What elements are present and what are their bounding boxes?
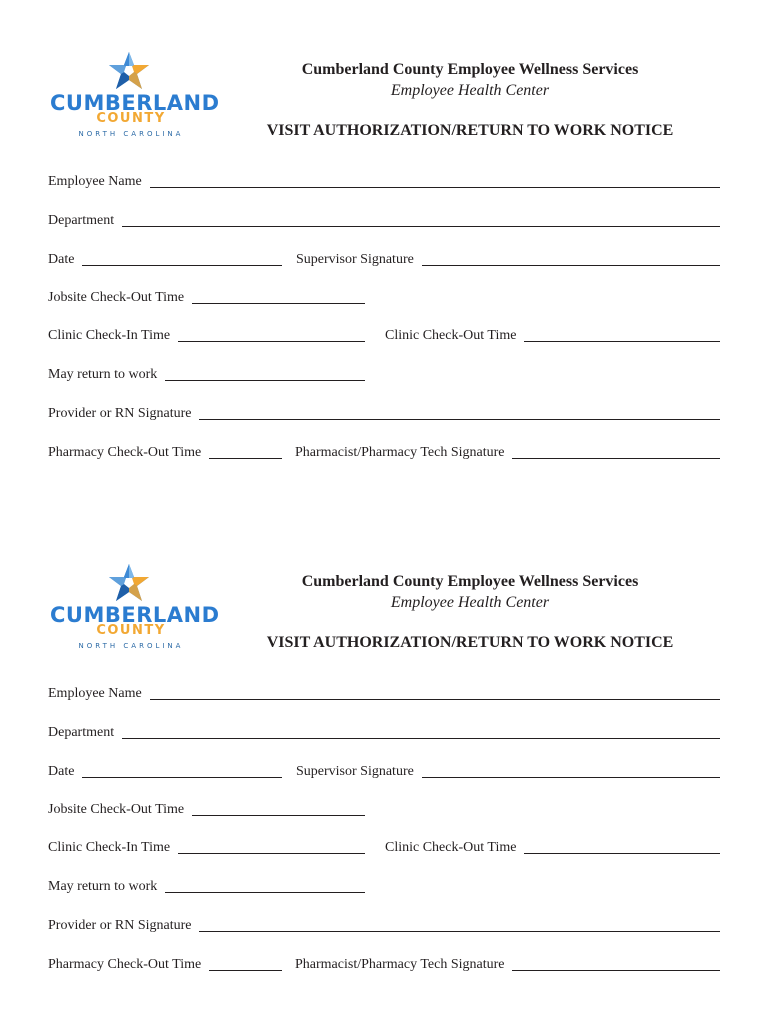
employee-name-field xyxy=(48,686,720,702)
pharmacy-checkout-line[interactable] xyxy=(209,446,282,459)
jobsite-checkout-field xyxy=(48,802,365,818)
department-line[interactable] xyxy=(122,726,720,739)
date-line[interactable] xyxy=(82,253,282,266)
clinic-checkout-label: Clinic Check-Out Time xyxy=(385,328,517,343)
date-line[interactable] xyxy=(82,765,282,778)
notice-title: VISIT AUTHORIZATION/RETURN TO WORK NOTICE xyxy=(266,122,674,139)
may-return-field xyxy=(48,879,365,895)
org-name: Cumberland County Employee Wellness Services xyxy=(301,573,639,590)
supervisor-signature-label: Supervisor Signature xyxy=(296,764,414,779)
employee-name-label: Employee Name xyxy=(48,686,142,701)
pharmacist-signature-label: Pharmacist/Pharmacy Tech Signature xyxy=(295,445,505,460)
pharmacy-checkout-field xyxy=(48,445,282,461)
department-field xyxy=(48,725,720,741)
notice-title: VISIT AUTHORIZATION/RETURN TO WORK NOTICE xyxy=(266,634,674,651)
may-return-label: May return to work xyxy=(48,367,158,382)
employee-name-field xyxy=(48,174,720,190)
jobsite-checkout-field xyxy=(48,290,365,306)
clinic-checkout-field xyxy=(385,328,720,344)
pharmacy-checkout-field xyxy=(48,957,282,973)
clinic-checkin-line[interactable] xyxy=(178,841,365,854)
pharmacist-signature-line[interactable] xyxy=(512,958,720,971)
org-name: Cumberland County Employee Wellness Services xyxy=(301,61,639,78)
may-return-field xyxy=(48,367,365,383)
jobsite-checkout-label: Jobsite Check-Out Time xyxy=(48,802,185,817)
employee-name-line[interactable] xyxy=(150,175,720,188)
star-logo-icon xyxy=(108,564,150,602)
supervisor-signature-line[interactable] xyxy=(422,765,720,778)
pharmacist-signature-field xyxy=(295,445,720,461)
clinic-checkin-label: Clinic Check-In Time xyxy=(48,328,171,343)
clinic-checkin-label: Clinic Check-In Time xyxy=(48,840,171,855)
may-return-label: May return to work xyxy=(48,879,158,894)
department-label: Department xyxy=(48,725,115,740)
clinic-checkin-line[interactable] xyxy=(178,329,365,342)
date-label: Date xyxy=(48,764,75,779)
logo-county: COUNTY xyxy=(96,623,166,638)
logo-state: NORTH CAROLINA xyxy=(78,130,184,138)
provider-signature-field xyxy=(48,918,720,934)
logo-county: COUNTY xyxy=(96,111,166,126)
pharmacy-checkout-label: Pharmacy Check-Out Time xyxy=(48,445,202,460)
jobsite-checkout-label: Jobsite Check-Out Time xyxy=(48,290,185,305)
provider-signature-label: Provider or RN Signature xyxy=(48,406,192,421)
supervisor-signature-label: Supervisor Signature xyxy=(296,252,414,267)
clinic-checkin-field xyxy=(48,840,365,856)
clinic-checkout-line[interactable] xyxy=(524,329,720,342)
cumberland-county-logo xyxy=(50,52,220,142)
provider-signature-line[interactable] xyxy=(199,407,720,420)
logo-wordmark: CUMBERLAND xyxy=(50,603,220,627)
pharmacy-checkout-label: Pharmacy Check-Out Time xyxy=(48,957,202,972)
clinic-checkout-field xyxy=(385,840,720,856)
cumberland-county-logo xyxy=(50,564,220,654)
center-name: Employee Health Center xyxy=(390,594,550,611)
supervisor-signature-field xyxy=(296,764,720,780)
pharmacist-signature-field xyxy=(295,957,720,973)
jobsite-checkout-line[interactable] xyxy=(192,803,365,816)
pharmacist-signature-label: Pharmacist/Pharmacy Tech Signature xyxy=(295,957,505,972)
employee-name-label: Employee Name xyxy=(48,174,142,189)
provider-signature-field xyxy=(48,406,720,422)
clinic-checkout-label: Clinic Check-Out Time xyxy=(385,840,517,855)
authorization-form-bottom xyxy=(0,512,770,1024)
date-label: Date xyxy=(48,252,75,267)
provider-signature-line[interactable] xyxy=(199,919,720,932)
employee-name-line[interactable] xyxy=(150,687,720,700)
supervisor-signature-line[interactable] xyxy=(422,253,720,266)
pharmacy-checkout-line[interactable] xyxy=(209,958,282,971)
jobsite-checkout-line[interactable] xyxy=(192,291,365,304)
department-field xyxy=(48,213,720,229)
department-label: Department xyxy=(48,213,115,228)
supervisor-signature-field xyxy=(296,252,720,268)
date-field xyxy=(48,252,282,268)
provider-signature-label: Provider or RN Signature xyxy=(48,918,192,933)
logo-state: NORTH CAROLINA xyxy=(78,642,184,650)
center-name: Employee Health Center xyxy=(390,82,550,99)
star-logo-icon xyxy=(108,52,150,90)
pharmacist-signature-line[interactable] xyxy=(512,446,720,459)
date-field xyxy=(48,764,282,780)
clinic-checkin-field xyxy=(48,328,365,344)
department-line[interactable] xyxy=(122,214,720,227)
clinic-checkout-line[interactable] xyxy=(524,841,720,854)
may-return-line[interactable] xyxy=(165,880,365,893)
may-return-line[interactable] xyxy=(165,368,365,381)
logo-wordmark: CUMBERLAND xyxy=(50,91,220,115)
